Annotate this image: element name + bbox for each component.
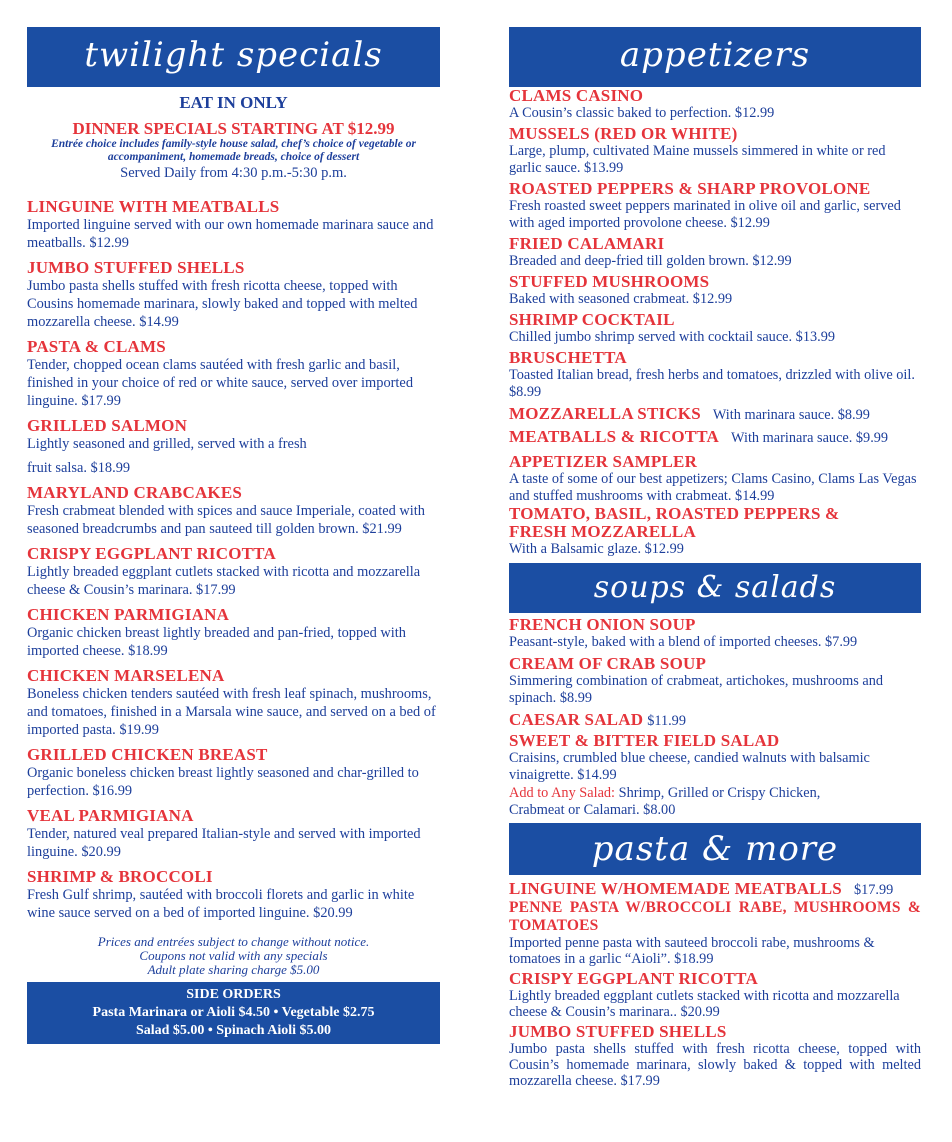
twilight-specials-banner: twilight specials	[27, 27, 440, 87]
menu-item	[27, 198, 440, 252]
menu-item	[27, 484, 440, 538]
add-to-salad-text: Shrimp, Grilled or Crispy Chicken,	[618, 785, 821, 801]
pasta-more-banner: pasta & more	[509, 823, 921, 875]
menu-item	[27, 417, 440, 477]
dinner-specials-heading: DINNER SPECIALS STARTING AT $12.99	[72, 119, 395, 138]
menu-item	[509, 899, 921, 967]
menu-item-name: VEAL PARMIGIANA	[27, 806, 194, 825]
side-orders-line: Salad $5.00 • Spinach Aioli $5.00	[135, 1023, 332, 1038]
menu-right-column	[509, 27, 921, 1089]
appetizers-banner: appetizers	[509, 27, 921, 87]
menu-item	[509, 453, 921, 505]
menu-item-desc: Lightly seasoned and grilled, served with a fresh	[27, 436, 307, 452]
menu-item-name: CAESAR SALAD	[509, 710, 644, 729]
disclaimer	[27, 935, 440, 977]
menu-item	[509, 655, 921, 707]
menu-item	[509, 87, 921, 122]
menu-item-name: PASTA & CLAMS	[27, 337, 166, 356]
menu-item-name: APPETIZER SAMPLER	[509, 452, 698, 471]
menu-item-desc: Baked with seasoned crabmeat. $12.99	[509, 291, 733, 307]
menu-item-desc: Peasant-style, baked with a blend of imported cheeses. $7.99	[509, 634, 858, 650]
menu-item-name: MUSSELS (RED OR WHITE)	[509, 124, 738, 143]
menu-item-name: PENNE PASTA W/BROCCOLI RABE, MUSHROOMS & TOMATOES	[509, 899, 921, 934]
menu-item-desc: Jumbo pasta shells stuffed with fresh ricotta cheese, topped with Cousin’s homemade marinara, slowly baked & topped with melted mozzarella cheese. $17.99	[509, 1041, 921, 1089]
menu-item-name: CLAMS CASINO	[509, 86, 644, 105]
menu-item	[509, 616, 921, 651]
menu-item-name: MEATBALLS & RICOTTA	[509, 427, 720, 446]
menu-item-desc: Craisins, crumbled blue cheese, candied walnuts with balsamic vinaigrette. $14.99	[509, 750, 870, 783]
menu-item	[509, 711, 921, 730]
eat-in-only-label: EAT IN ONLY	[179, 93, 288, 112]
menu-item	[509, 180, 921, 232]
menu-item-desc: Boneless chicken tenders sautéed with fresh leaf spinach, mushrooms, and tomatoes, finished in a Marsala wine sauce, and served on a bed of imported pasta. $19.99	[27, 686, 436, 738]
menu-item	[27, 807, 440, 861]
disclaimer-line: Coupons not valid with any specials	[139, 948, 328, 963]
menu-item-desc: Organic chicken breast lightly breaded and pan-fried, topped with imported cheese. $18.99	[27, 625, 406, 659]
menu-item	[509, 970, 921, 1020]
menu-item	[509, 880, 921, 899]
menu-item	[27, 667, 440, 739]
menu-item	[27, 259, 440, 331]
menu-item-name: JUMBO STUFFED SHELLS	[509, 1022, 727, 1041]
menu-item-desc: Jumbo pasta shells stuffed with fresh ricotta cheese, topped with Cousins homemade marinara, slowly baked and topped with melted mozzarella cheese. $14.99	[27, 278, 418, 330]
menu-item	[27, 746, 440, 800]
menu-item-name: STUFFED MUSHROOMS	[509, 272, 710, 291]
menu-item-desc: Lightly breaded eggplant cutlets stacked with ricotta and mozzarella cheese & Cousin’s marinara.. $20.99	[509, 988, 900, 1020]
menu-item	[509, 1023, 921, 1089]
menu-item-name: CHICKEN PARMIGIANA	[27, 605, 230, 624]
disclaimer-line: Prices and entrées subject to change without notice.	[97, 934, 370, 949]
menu-item-name: SWEET & BITTER FIELD SALAD	[509, 731, 780, 750]
menu-item-desc: Tender, natured veal prepared Italian-style and served with imported linguine. $20.99	[27, 826, 421, 860]
menu-item	[509, 505, 921, 558]
menu-item	[509, 273, 921, 308]
menu-item-desc: A Cousin’s classic baked to perfection. $12.99	[509, 105, 775, 121]
menu-item-name: GRILLED CHICKEN BREAST	[27, 745, 268, 764]
twilight-specials-column	[27, 27, 440, 1044]
menu-item-desc: Lightly breaded eggplant cutlets stacked with ricotta and mozzarella cheese & Cousin’s marinara. $17.99	[27, 564, 421, 598]
add-to-salad-text: Crabmeat or Calamari. $8.00	[509, 802, 676, 818]
menu-item-desc: Large, plump, cultivated Maine mussels simmered in white or red garlic sauce. $13.99	[509, 143, 886, 176]
menu-item-desc: Toasted Italian bread, fresh herbs and tomatoes, drizzled with olive oil. $8.99	[509, 367, 915, 400]
add-to-salad-label: Add to Any Salad:	[509, 785, 616, 801]
disclaimer-line: Adult plate sharing charge $5.00	[147, 962, 320, 977]
soups-salads-banner: soups & salads	[509, 563, 921, 613]
menu-item-desc: A taste of some of our best appetizers; Clams Casino, Clams Las Vegas and stuffed mushrooms with crabmeat. $14.99	[509, 471, 917, 504]
menu-item-name: CRISPY EGGPLANT RICOTTA	[509, 969, 758, 988]
menu-item	[509, 349, 921, 401]
menu-item-name: CRISPY EGGPLANT RICOTTA	[27, 544, 276, 563]
menu-item	[509, 235, 921, 270]
menu-item-name: TOMATO, BASIL, ROASTED PEPPERS & FRESH MOZZARELLA	[509, 504, 840, 541]
add-to-salad	[509, 785, 921, 819]
menu-item-desc: Fresh Gulf shrimp, sautéed with broccoli florets and garlic in white wine sauce served on a bed of imported linguine. $20.99	[27, 887, 415, 921]
menu-item-desc: Imported penne pasta with sauteed broccoli rabe, mushrooms & tomatoes in a garlic “Aioli”. $18.99	[509, 935, 875, 967]
side-orders-line: Pasta Marinara or Aioli $4.50 • Vegetable $2.75	[92, 1005, 375, 1020]
menu-item-name: JUMBO STUFFED SHELLS	[27, 258, 245, 277]
menu-item-desc: Fresh crabmeat blended with spices and sauce Imperiale, coated with seasoned breadcrumbs and pan sauteed till golden brown. $21.99	[27, 503, 425, 537]
menu-item	[509, 125, 921, 177]
menu-item	[509, 732, 921, 784]
menu-item	[27, 545, 440, 599]
entree-choice-note: Entrée choice includes family-style house salad, chef’s choice of vegetable or accompaniment, homemade breads, choice of dessert	[51, 138, 416, 163]
menu-item-name: LINGUINE W/HOMEMADE MEATBALLS	[509, 879, 842, 898]
menu-item-price: $11.99	[647, 713, 686, 729]
menu-item-name: CREAM OF CRAB SOUP	[509, 654, 707, 673]
menu-item-desc: With marinara sauce. $9.99	[731, 430, 889, 446]
menu-item-desc: Chilled jumbo shrimp served with cocktail sauce. $13.99	[509, 329, 835, 345]
menu-item-name: MARYLAND CRABCAKES	[27, 483, 243, 502]
menu-item-desc: Tender, chopped ocean clams sautéed with fresh garlic and basil, finished in your choice of red or white sauce, served over imported linguine. $17.99	[27, 357, 414, 409]
menu-item-desc: With a Balsamic glaze. $12.99	[509, 541, 684, 557]
menu-item-desc: Simmering combination of crabmeat, artichokes, mushrooms and spinach. $8.99	[509, 673, 884, 706]
served-hours: Served Daily from 4:30 p.m.-5:30 p.m.	[120, 165, 347, 181]
menu-item-desc-continued: fruit salsa. $18.99	[27, 460, 131, 476]
menu-item-price: $17.99	[853, 882, 894, 898]
menu-item-desc: Breaded and deep-fried till golden brown. $12.99	[509, 253, 792, 269]
menu-item	[27, 606, 440, 660]
menu-item-name: SHRIMP COCKTAIL	[509, 310, 675, 329]
menu-item	[27, 868, 440, 922]
menu-item-desc: Fresh roasted sweet peppers marinated in olive oil and garlic, served with aged imported provolone cheese. $12.99	[509, 198, 901, 231]
menu-item-name: LINGUINE WITH MEATBALLS	[27, 197, 280, 216]
menu-item-name: FRIED CALAMARI	[509, 234, 665, 253]
side-orders-box	[27, 982, 440, 1044]
menu-item-desc: Imported linguine served with our own homemade marinara sauce and meatballs. $12.99	[27, 217, 434, 251]
side-orders-title: SIDE ORDERS	[186, 987, 281, 1002]
menu-item	[27, 338, 440, 410]
menu-item-name: GRILLED SALMON	[27, 416, 188, 435]
menu-item-desc: Organic boneless chicken breast lightly seasoned and char-grilled to perfection. $16.99	[27, 765, 419, 799]
menu-item-name: SHRIMP & BROCCOLI	[27, 867, 213, 886]
menu-item-name: FRENCH ONION SOUP	[509, 615, 696, 634]
menu-item-desc: With marinara sauce. $8.99	[712, 407, 870, 423]
menu-item	[509, 405, 921, 424]
menu-item	[509, 311, 921, 346]
menu-item-name: ROASTED PEPPERS & SHARP PROVOLONE	[509, 179, 871, 198]
menu-item-name: BRUSCHETTA	[509, 348, 627, 367]
menu-item-name: CHICKEN MARSELENA	[27, 666, 225, 685]
menu-item	[509, 428, 921, 447]
menu-item-name: MOZZARELLA STICKS	[509, 404, 701, 423]
